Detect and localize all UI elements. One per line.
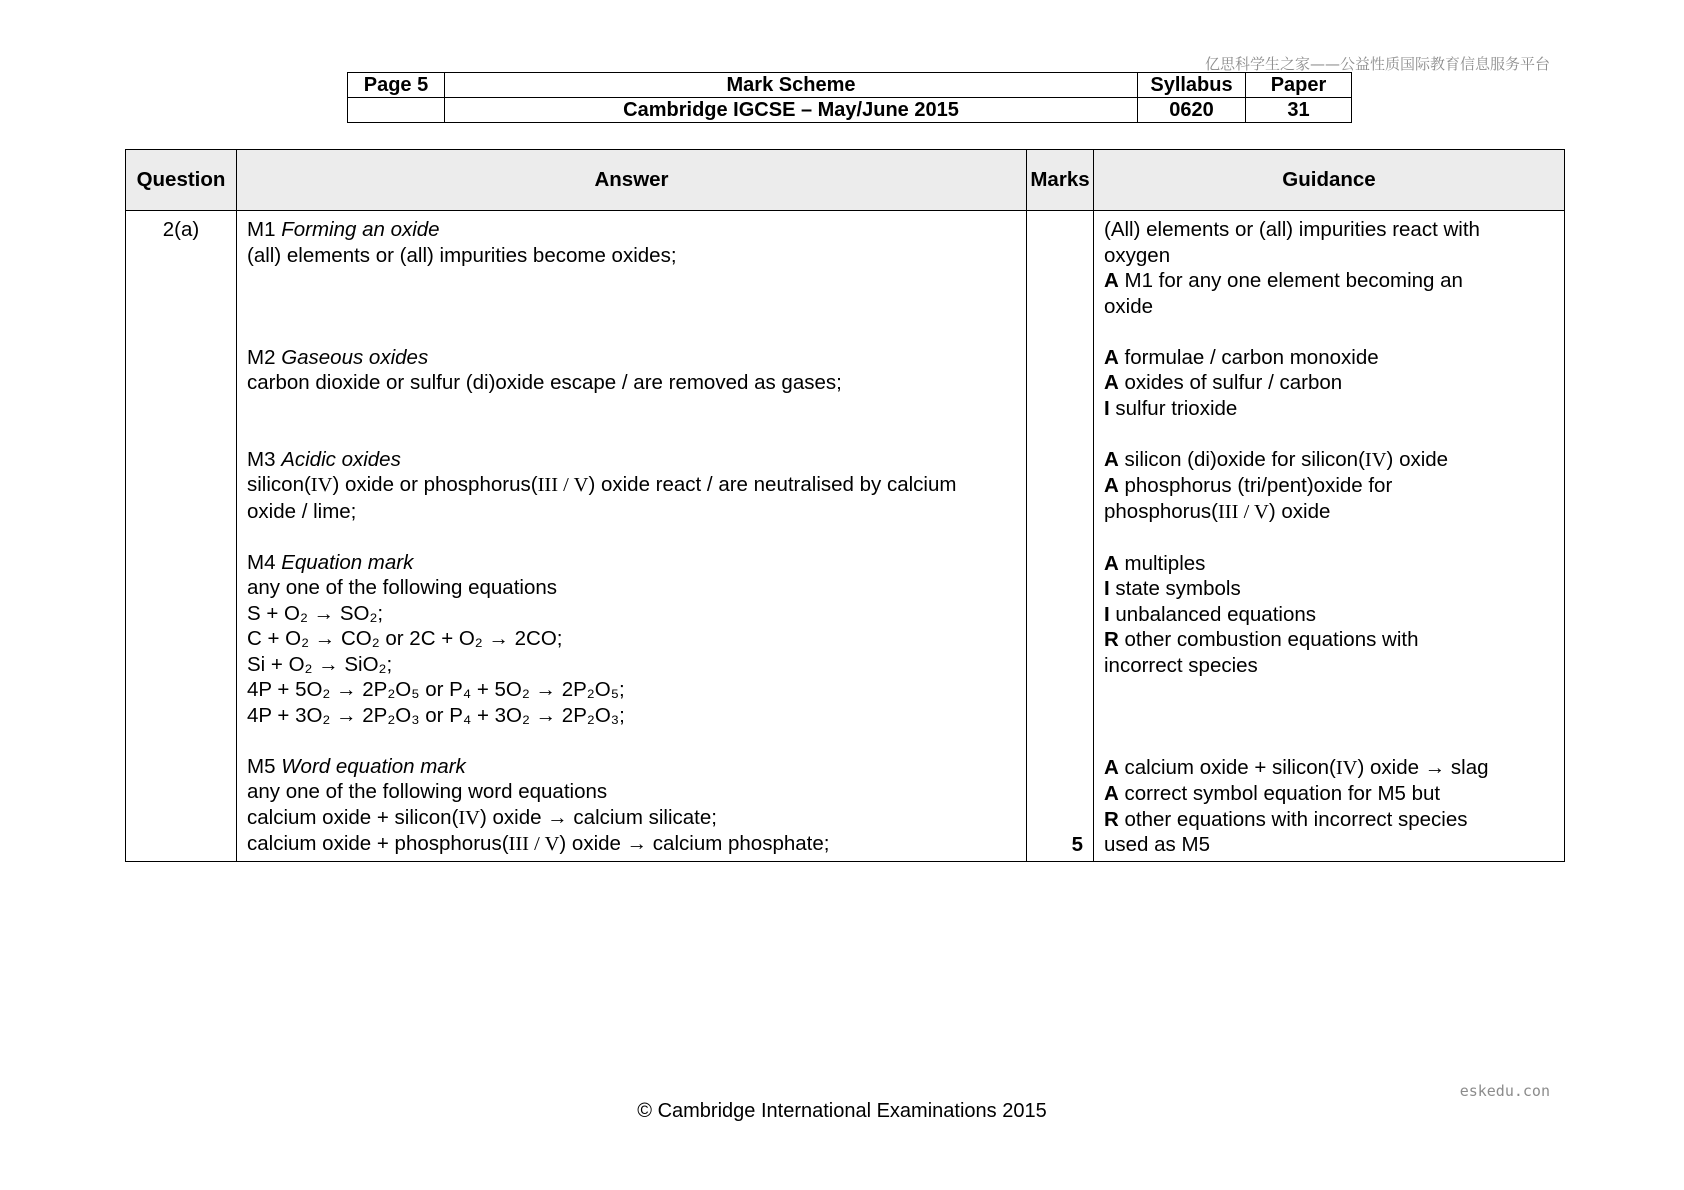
guidance-m3: A silicon (di)oxide for silicon(IV) oxide A phosphorus (tri/pent)oxide for phosphorus(III / V) oxide	[1104, 447, 1449, 523]
header-table	[347, 72, 1352, 123]
header-paper-label: Paper	[1246, 73, 1352, 98]
marks-value: 5	[1071, 833, 1083, 856]
answer-m4: M4 Equation mark any one of the following equations S + O₂ → SO₂; C + O₂ → CO₂ or 2C + O₂ → 2CO; Si + O₂ → SiO₂; 4P + 5O₂ → 2P₂O₅ or P₄ + 5O₂ → 2P₂O₅; 4P + 3O₂ → 2P₂O₃ or P₄ + 3O₂ → 2P₂O₃;	[247, 550, 1016, 729]
marks-cell	[1027, 211, 1094, 862]
footer-copyright: © Cambridge International Examinations 2015	[637, 1100, 1047, 1122]
column-header-marks: Marks	[1027, 150, 1094, 211]
guidance-m1: (All) elements or (all) impurities react with oxygen A M1 for any one element becoming an oxide	[1104, 218, 1480, 318]
equation-2: C + O₂ → CO₂ or 2C + O₂ → 2CO;	[247, 627, 563, 650]
header-page: Page 5	[348, 73, 445, 98]
table-row	[126, 211, 1565, 862]
answer-m2: M2 Gaseous oxides carbon dioxide or sulfur (di)oxide escape / are removed as gases;	[247, 345, 842, 394]
header-syllabus: 0620	[1138, 98, 1246, 123]
answer-m1: M1 Forming an oxide (all) elements or (all) impurities become oxides;	[247, 218, 677, 267]
equation-1: S + O₂ → SO₂;	[247, 601, 384, 625]
guidance-cell	[1094, 211, 1565, 862]
guidance-m2: A formulae / carbon monoxide A oxides of sulfur / carbon I sulfur trioxide	[1104, 345, 1379, 420]
watermark-top: 亿思科学生之家——公益性质国际教育信息服务平台	[1204, 55, 1550, 73]
column-header-guidance: Guidance	[1094, 150, 1565, 211]
question-number: 2(a)	[126, 211, 237, 862]
equation-3: Si + O₂ → SiO₂;	[247, 652, 393, 676]
answer-m5: M5 Word equation mark any one of the following word equations calcium oxide + silicon(IV) oxide → calcium silicate; calcium oxide + phosphorus(III / V) oxide → calcium phosphate;	[247, 754, 830, 855]
header-subtitle: Cambridge IGCSE – May/June 2015	[445, 98, 1138, 123]
header-title: Mark Scheme	[445, 73, 1138, 98]
column-header-answer: Answer	[237, 150, 1027, 211]
answer-m3: M3 Acidic oxides silicon(IV) oxide or phosphorus(III / V) oxide react / are neutralised by calcium oxide / lime;	[247, 447, 957, 523]
guidance-m4: A multiples I state symbols I unbalanced equations R other combustion equations with incorrect species	[1104, 551, 1419, 677]
column-header-question: Question	[126, 150, 237, 211]
mark-scheme-table	[125, 149, 1565, 862]
answer-cell	[237, 211, 1027, 862]
watermark-bottom: eskedu.con	[1459, 1082, 1550, 1100]
guidance-m5: A calcium oxide + silicon(IV) oxide → slag A correct symbol equation for M5 but R other equations with incorrect species used as M5	[1104, 755, 1489, 856]
header-paper: 31	[1246, 98, 1352, 123]
header-syllabus-label: Syllabus	[1138, 73, 1246, 98]
header-empty-cell	[348, 98, 445, 123]
equation-5: 4P + 3O₂ → 2P₂O₃ or P₄ + 3O₂ → 2P₂O₃;	[247, 703, 625, 727]
equation-4: 4P + 5O₂ → 2P₂O₅ or P₄ + 5O₂ → 2P₂O₅;	[247, 678, 625, 701]
